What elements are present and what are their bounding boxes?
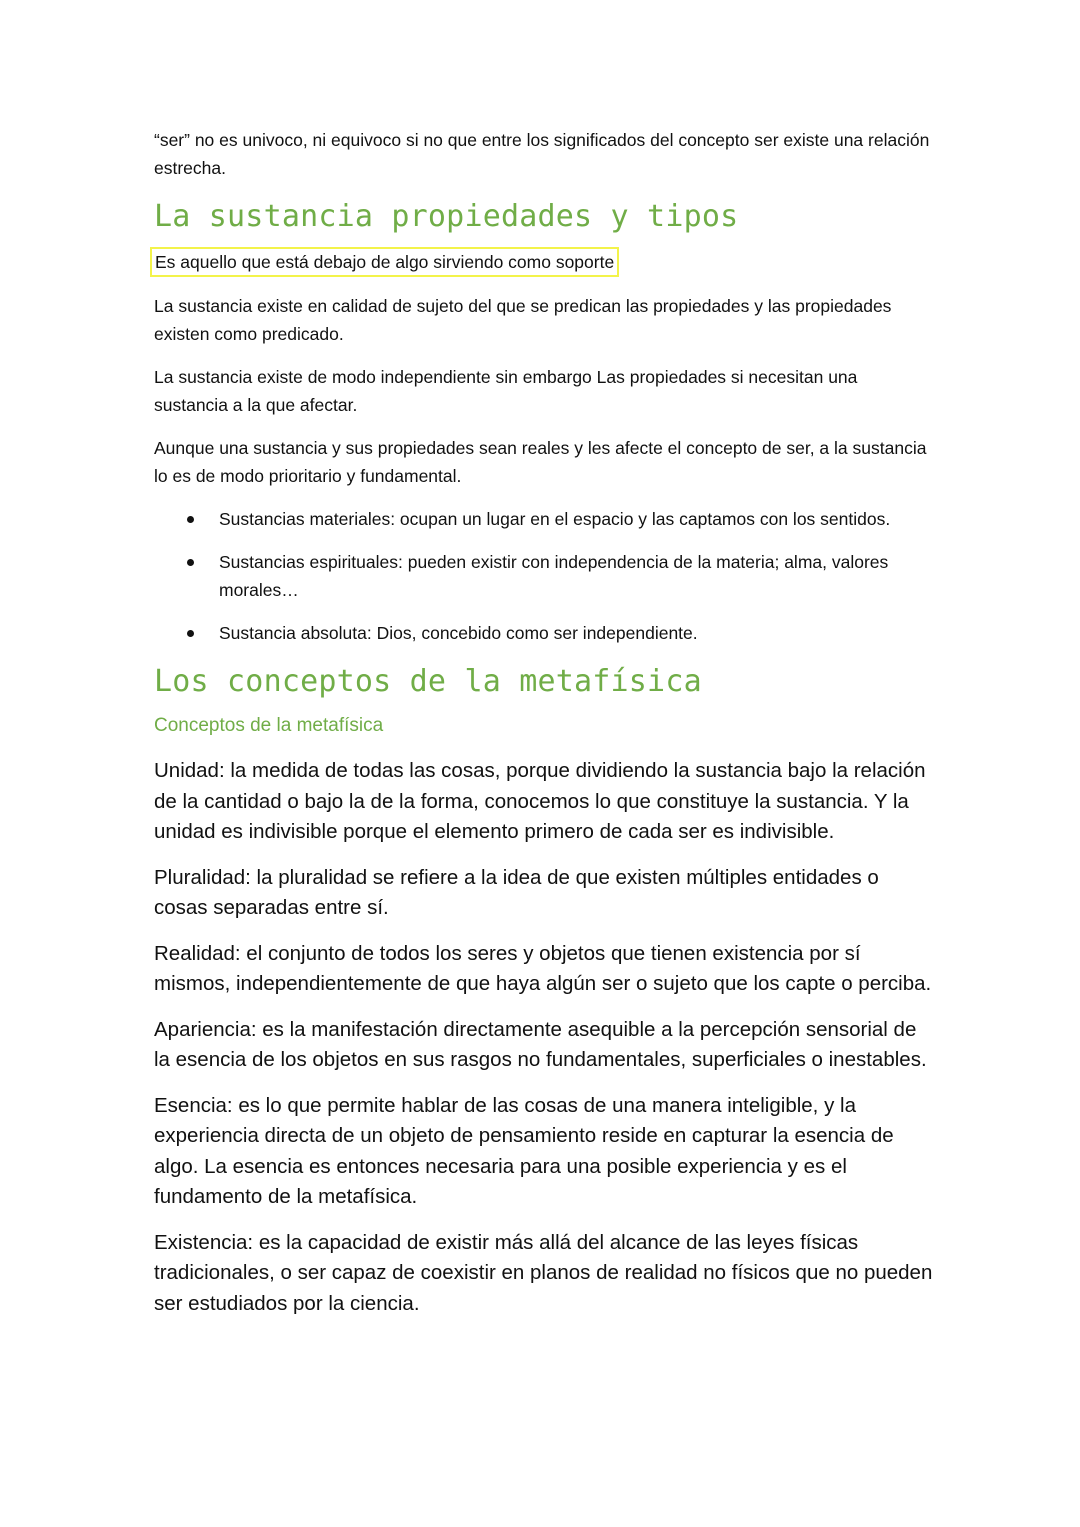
list-item-text: Sustancias materiales: ocupan un lugar en el espacio y las captamos con los sentidos.	[219, 509, 891, 529]
concept-paragraph-unidad: Unidad: la medida de todas las cosas, porque dividiendo la sustancia bajo la relación de la cantidad o bajo la de la forma, conocemos lo que constituye la sustancia. Y la unidad es indivisible porque el elemento primero de cada ser es indivisible.	[154, 759, 926, 843]
bullet-icon	[187, 516, 194, 523]
list-item	[154, 548, 934, 604]
sustancia-paragraph: La sustancia existe de modo independiente sin embargo Las propiedades si necesitan una sustancia a la que afectar.	[154, 367, 858, 415]
list-item-text: Sustancia absoluta: Dios, concebido como ser independiente.	[219, 623, 698, 643]
highlighted-definition-paragraph	[154, 247, 934, 277]
concept-paragraph-realidad: Realidad: el conjunto de todos los seres y objetos que tienen existencia por sí mismos, independientemente de que haya algún ser o sujeto que los capte o perciba.	[154, 941, 932, 995]
concept-paragraph-apariencia: Apariencia: es la manifestación directamente asequible a la percepción sensorial de la esencia de los objetos en sus rasgos no fundamentales, superficiales o inestables.	[154, 1017, 927, 1071]
bullet-icon	[187, 630, 194, 637]
concept-paragraph-pluralidad: Pluralidad: la pluralidad se refiere a la idea de que existen múltiples entidades o cosas separadas entre sí.	[154, 865, 879, 919]
concept-paragraph-existencia: Existencia: es la capacidad de existir más allá del alcance de las leyes físicas tradicionales, o ser capaz de coexistir en planos de realidad no físicos que no pueden ser estudiados por la ciencia.	[154, 1230, 933, 1315]
sustancia-paragraph: La sustancia existe en calidad de sujeto del que se predican las propiedades y las propiedades existen como predicado.	[154, 296, 892, 344]
highlighted-definition: Es aquello que está debajo de algo sirviendo como soporte	[150, 247, 619, 277]
sustancia-paragraph: Aunque una sustancia y sus propiedades sean reales y les afecte el concepto de ser, a la sustancia lo es de modo prioritario y fundamental.	[154, 438, 927, 486]
subheading-conceptos: Conceptos de la metafísica	[154, 715, 384, 736]
list-item	[154, 505, 934, 533]
list-item-text: Sustancias espirituales: pueden existir con independencia de la materia; alma, valores morales…	[219, 552, 889, 600]
document-page	[154, 126, 934, 1334]
list-item	[154, 619, 934, 647]
concept-paragraph-esencia: Esencia: es lo que permite hablar de las cosas de una manera inteligible, y la experiencia directa de un objeto de pensamiento reside en capturar la esencia de algo. La esencia es entonces necesaria para una posible experiencia y es el fundamento de la metafísica.	[154, 1093, 894, 1208]
section-heading-conceptos: Los conceptos de la metafísica	[154, 664, 702, 699]
section-heading-sustancia: La sustancia propiedades y tipos	[154, 199, 739, 234]
sustancia-types-list	[154, 505, 934, 647]
intro-paragraph: “ser” no es univoco, ni equivoco si no que entre los significados del concepto ser existe una relación estrecha.	[154, 130, 930, 178]
bullet-icon	[187, 559, 194, 566]
